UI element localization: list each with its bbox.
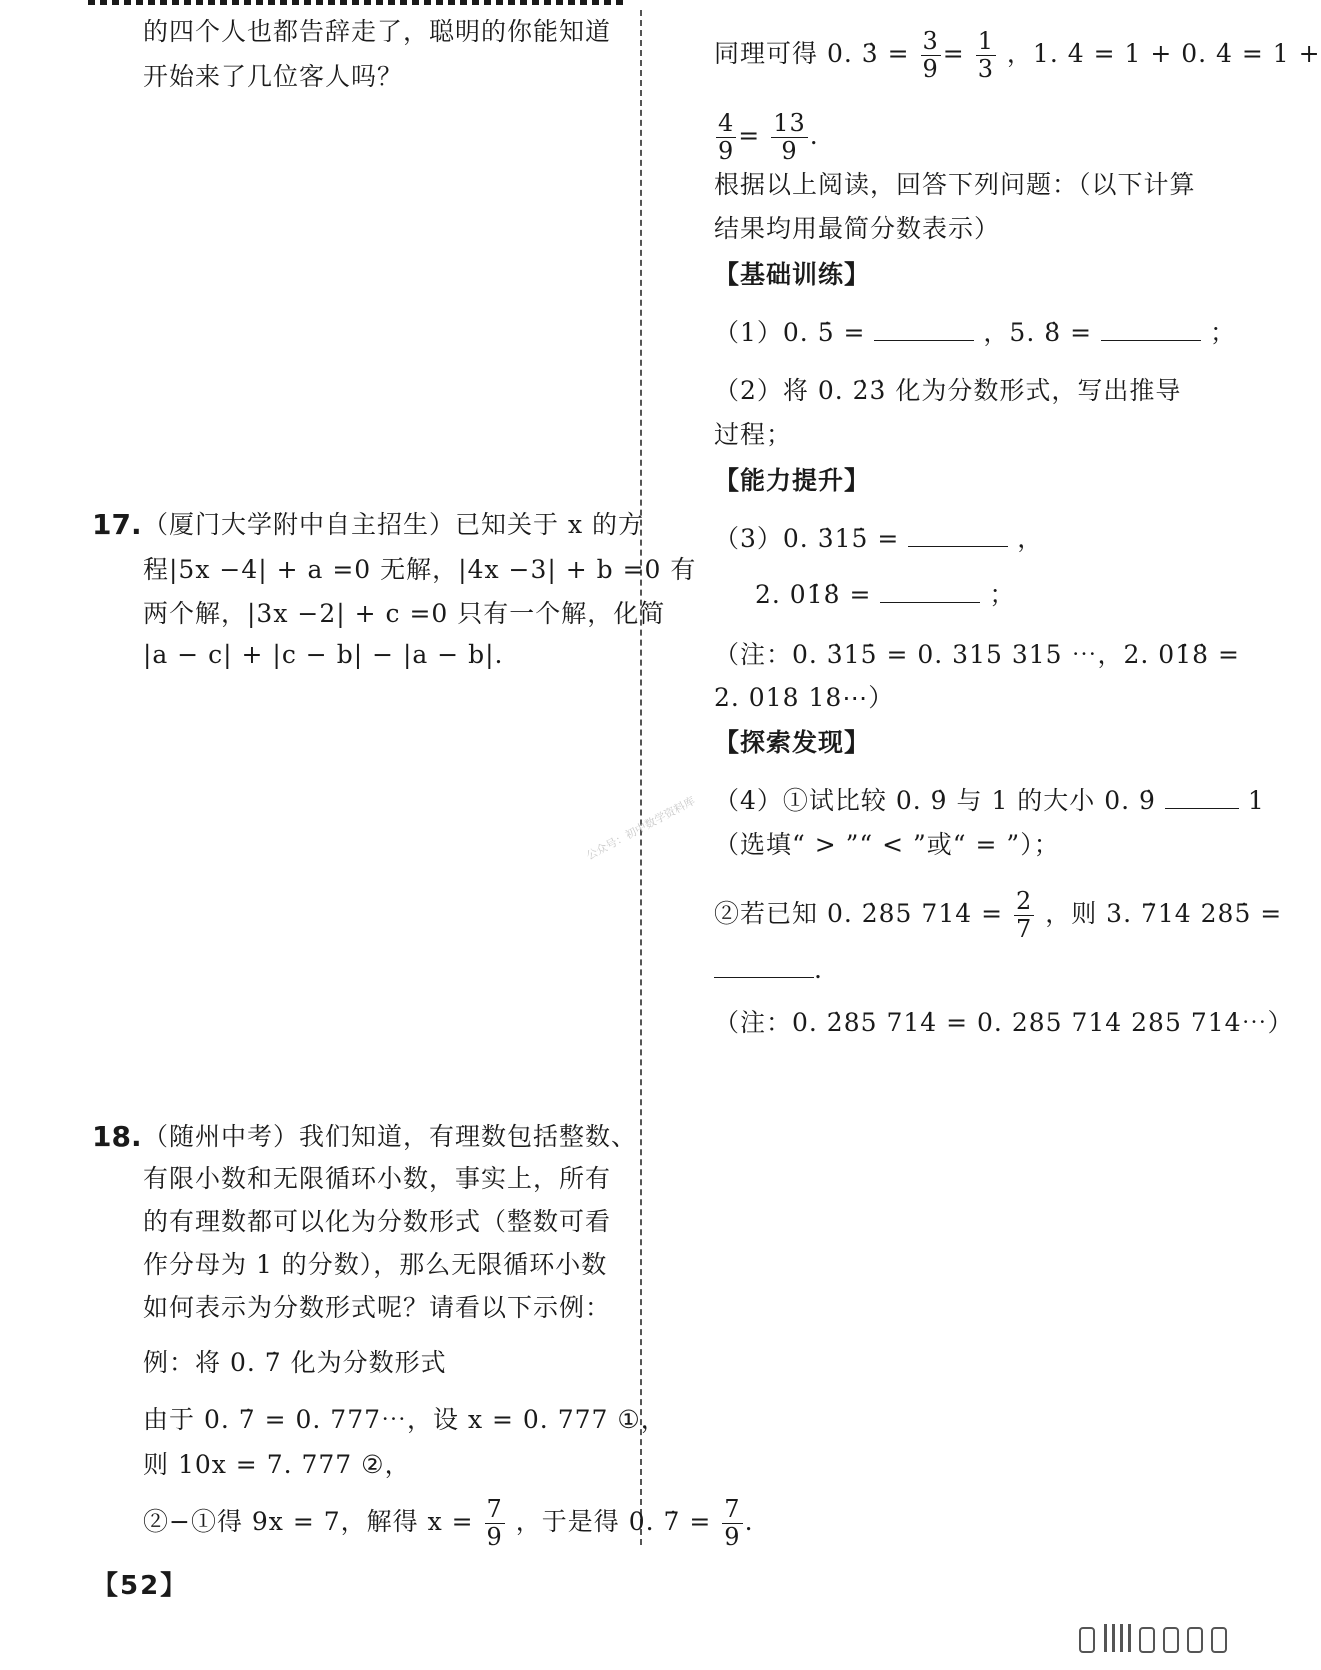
question-17-number: 17. bbox=[92, 508, 142, 541]
fraction: $\frac{7}{9}$ bbox=[486, 1495, 503, 1551]
instruction-line: 根据以上阅读，回答下列问题：（以下计算 bbox=[714, 170, 1196, 199]
example-cont-line: 同理可得 0. 3̇ = $\frac{3}{9}$ = $\frac{1}{3}$ ，1. 4̇ = 1 + 0. 4̇ = 1 + bbox=[714, 27, 1321, 83]
fraction: $\frac{1}{3}$ bbox=[977, 27, 994, 83]
example-cont-line: $\frac{4}{9}$ = $\frac{13}{9}$ . bbox=[718, 109, 819, 165]
answer-blank[interactable] bbox=[874, 318, 974, 341]
question-18-line: 如何表示为分数形式呢？请看以下示例： bbox=[143, 1293, 612, 1322]
section-heading-explore: 【探索发现】 bbox=[714, 728, 871, 757]
answer-blank[interactable] bbox=[1101, 318, 1201, 341]
part-2-line: （2）将 0. 2̇3̇ 化为分数形式，写出推导 bbox=[714, 376, 1182, 405]
prev-question-line: 的四个人也都告辞走了，聪明的你能知道 bbox=[143, 17, 612, 46]
answer-blank[interactable] bbox=[1165, 786, 1239, 809]
note-line: （注：0. 3̇15̇ = 0. 315 315 ⋯，2. 01̇8̇ = bbox=[714, 640, 1240, 669]
question-17-line: |a − c| + |c − b| − |a − b|. bbox=[143, 640, 504, 669]
fraction: $\frac{13}{9}$ bbox=[773, 109, 806, 165]
part-3a: （3）0. 3̇15̇ = ， bbox=[714, 524, 1044, 553]
note-line: （注：0. 2̇85 714̇ = 0. 285 714 285 714⋯） bbox=[714, 1008, 1294, 1037]
example-line: 由于 0. 7̇ = 0. 777⋯，设 x = 0. 777 ①， bbox=[143, 1405, 667, 1434]
answer-blank[interactable] bbox=[908, 524, 1008, 547]
part-4b-answer: . bbox=[714, 955, 823, 985]
page-number: 【52】 bbox=[92, 1571, 189, 1601]
fraction: $\frac{4}{9}$ bbox=[718, 109, 735, 165]
barcode-icon bbox=[1060, 1620, 1260, 1660]
example-title: 例：将 0. 7̇ 化为分数形式 bbox=[143, 1348, 447, 1377]
part-2-line: 过程； bbox=[714, 420, 793, 449]
fraction: $\frac{7}{9}$ bbox=[724, 1495, 741, 1551]
fraction: $\frac{3}{9}$ bbox=[922, 27, 939, 83]
part-4a-hint: （选填“ > ”“ < ”或“ = ”）； bbox=[714, 830, 1060, 859]
top-dotted-border bbox=[88, 0, 624, 5]
question-18-line: 有限小数和无限循环小数，事实上，所有 bbox=[143, 1164, 612, 1193]
example-line: 则 10x = 7. 777 ②， bbox=[143, 1450, 411, 1479]
question-18-line: （随州中考）我们知道，有理数包括整数、 bbox=[143, 1122, 638, 1151]
watermark: 公众号：初中数学资料库 bbox=[584, 794, 698, 863]
section-heading-basic: 【基础训练】 bbox=[714, 260, 871, 289]
question-17-line: 两个解，|3x −2| + c =0 只有一个解，化简 bbox=[143, 599, 666, 628]
fraction: $\frac{2}{7}$ bbox=[1015, 887, 1033, 943]
part-1: （1）0. 5̇ = ，5. 8̇ = ； bbox=[714, 318, 1236, 347]
section-heading-advanced: 【能力提升】 bbox=[714, 466, 871, 495]
part-3b: 2. 01̇8̇ = ； bbox=[755, 580, 1016, 609]
instruction-line: 结果均用最简分数表示） bbox=[714, 214, 1001, 243]
part-4b: ②若已知 0. 2̇85 714̇ = $\frac{2}{7}$ ，则 3. 7̇14 285̇ = bbox=[714, 887, 1283, 943]
example-conclusion: ②−①得 9x = 7，解得 x = $\frac{7}{9}$ ，于是得 0. 7̇ = $\frac{7}{9}$ . bbox=[143, 1495, 754, 1551]
column-divider bbox=[640, 10, 642, 1545]
note-line: 2. 018 18⋯） bbox=[714, 683, 895, 712]
part-4a: （4）①试比较 0. 9̇ 与 1 的大小 0. 9̇ 1 bbox=[714, 786, 1265, 815]
prev-question-line: 开始来了几位客人吗？ bbox=[143, 62, 404, 91]
question-18-line: 作分母为 1 的分数），那么无限循环小数 bbox=[143, 1250, 608, 1279]
answer-blank[interactable] bbox=[880, 580, 980, 603]
question-18-number: 18. bbox=[92, 1120, 142, 1153]
question-17-line: 程|5x −4| + a =0 无解，|4x −3| + b =0 有 bbox=[143, 555, 697, 584]
answer-blank[interactable] bbox=[714, 955, 814, 978]
question-18-line: 的有理数都可以化为分数形式（整数可看 bbox=[143, 1207, 612, 1236]
question-17-line: （厦门大学附中自主招生）已知关于 x 的方 bbox=[143, 510, 644, 539]
